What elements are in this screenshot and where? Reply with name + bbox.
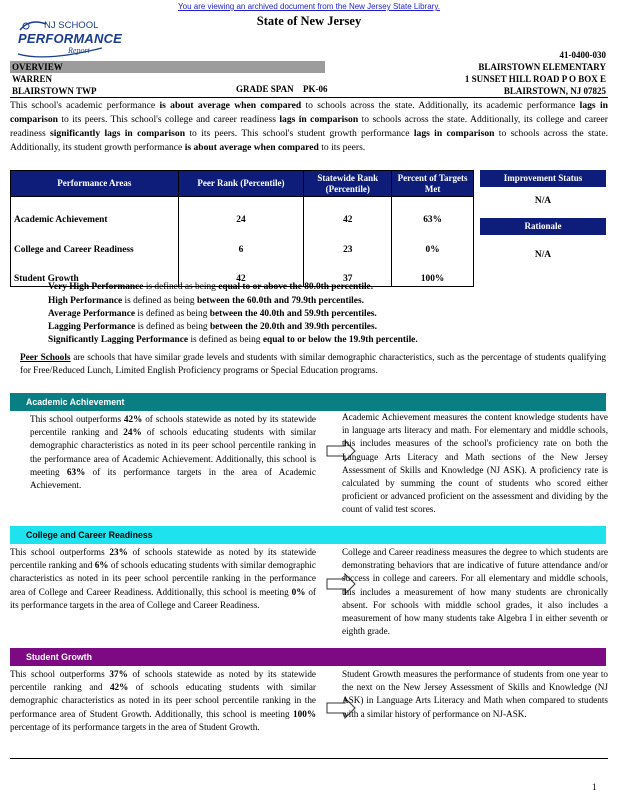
footer-divider <box>10 758 608 759</box>
logo-line1: NJ SCHOOL <box>44 20 99 31</box>
student-growth-summary: This school outperforms 37% of schools statewide as noted by its statewide percentile ranking and 42% of schools educating students with similar demographic characteristics as noted in its peer school percentile ranking in the performance area of Student Growth. Additionally, this school is meeting 100% percentage of its performance targets in the area of Student Growth. <box>10 669 316 732</box>
district-name: BLAIRSTOWN TWP <box>12 86 97 96</box>
rationale-value: N/A <box>534 250 552 260</box>
logo-line3: Report <box>68 46 90 55</box>
table-row: Student Growth 42 37 100% <box>11 257 474 287</box>
improvement-status-value: N/A <box>534 196 552 206</box>
header-divider <box>10 97 608 98</box>
logo-line2: PERFORMANCE <box>18 31 123 46</box>
page-number: 1 <box>592 782 597 792</box>
grade-span-value: PK-06 <box>303 84 328 94</box>
section-academic-achievement-header: Academic Achievement <box>10 393 606 411</box>
definition-significantly-lagging: Significantly Lagging Performance is defined as being equal to or below the 19.9th percentile. <box>48 335 418 345</box>
summary-paragraph: This school's academic performance is about average when compared to schools across the state. Additionally, its academic performance lags in comparison to its peers. This school's college and career readiness lags in comparison to schools across the state. Additionally, its college and career readiness significantly lags in comparison to its peers. This school's student growth performance lags in comparison to schools across the state. Additionally, its student growth performance is about average when compared to its peers. <box>10 100 609 154</box>
header-performance-areas: Performance Areas <box>11 171 179 197</box>
college-career-description: College and Career readiness measures the degree to which students are demonstrating behaviors that are indicative of future attendance and/or success in college and careers. For all elementary and middle schools, this includes a measurement of how many students are chronically absent. For schools with middle school grades, it also includes a measurement of how many students take Algebra I in either seventh or eighth grade. <box>342 547 608 637</box>
section-college-career-header: College and Career Readiness <box>10 526 606 544</box>
definition-very-high: Very High Performance is defined as being equal to or above the 80.0th percentile. <box>48 282 374 292</box>
performance-table <box>10 170 474 287</box>
county-name: WARREN <box>12 74 53 84</box>
student-growth-description: Student Growth measures the performance of students from one year to the next on the New Jersey Assessment of Skills and Knowledge (NJ ASK) in Language Arts Literacy and Math when compared to students with a similar history of performance on NJ-ASK. <box>342 669 608 719</box>
definition-high: High Performance is defined as being between the 60.0th and 79.9th percentiles. <box>48 296 364 306</box>
college-career-summary: This school outperforms 23% of schools statewide as noted by its statewide percentile ranking and 6% of schools educating students with similar demographic characteristics as noted in its peer school percentile ranking in the performance area of College and Career Readiness. Additionally, this school is meeting 0% of its performance targets in the area of College and Career Readiness. <box>10 547 317 610</box>
grade-span-label: GRADE SPAN <box>236 84 294 94</box>
definition-lagging: Lagging Performance is defined as being between the 20.0th and 39.9th percentiles. <box>48 322 377 332</box>
table-row: College and Career Readiness 6 23 0% <box>11 227 474 257</box>
definition-average: Average Performance is defined as being between the 40.0th and 59.9th percentiles. <box>48 309 377 319</box>
school-id: 41-0400-030 <box>559 50 606 60</box>
rationale-header: Rationale <box>480 218 606 235</box>
header-peer-rank: Peer Rank (Percentile) <box>178 171 304 197</box>
address-line1: 1 SUNSET HILL ROAD P O BOX E <box>464 74 606 84</box>
state-title: State of New Jersey <box>256 14 362 28</box>
address-line2: BLAIRSTOWN, NJ 07825 <box>503 86 606 96</box>
academic-achievement-description: Academic Achievement measures the content knowledge students have in language arts literacy and math. For elementary and middle schools, this includes measures of the school's proficiency rate on both the Language Arts Literacy and Math sections of the New Jersey Assessment of Skills and Knowledge (NJ ASK). A proficiency rate is calculated by summing the count of students who scored either proficient or advanced proficient on the assessment and dividing by the count of valid test scores. <box>342 412 608 515</box>
academic-achievement-summary: This school outperforms 42% of schools statewide as noted by its statewide percentile ranking and 24% of schools educating students with similar demographic characteristics as noted in its peer school percentile ranking in the performance area of Academic Achievement. Additionally, this school is meeting 63% of its performance targets in the area of Academic Achievement. <box>30 414 316 491</box>
header-targets-met: Percent of Targets Met <box>392 171 474 197</box>
section-label: OVERVIEW <box>12 62 63 72</box>
improvement-status-header: Improvement Status <box>480 170 606 187</box>
peer-schools-note: Peer Schools are schools that have similar grade levels and students with similar demographic characteristics, such as the percentage of students qualifying for Free/Reduced Lunch, Limited English Proficiency programs or Special Education programs. <box>20 353 606 377</box>
table-row: Academic Achievement 24 42 63% <box>11 197 474 227</box>
nj-school-performance-logo <box>16 18 123 60</box>
archive-notice-link[interactable]: You are viewing an archived document from the New Jersey State Library. <box>178 2 440 11</box>
school-name: BLAIRSTOWN ELEMENTARY <box>478 62 606 72</box>
header-statewide-rank: Statewide Rank (Percentile) <box>304 171 392 197</box>
section-student-growth-header: Student Growth <box>10 648 606 666</box>
